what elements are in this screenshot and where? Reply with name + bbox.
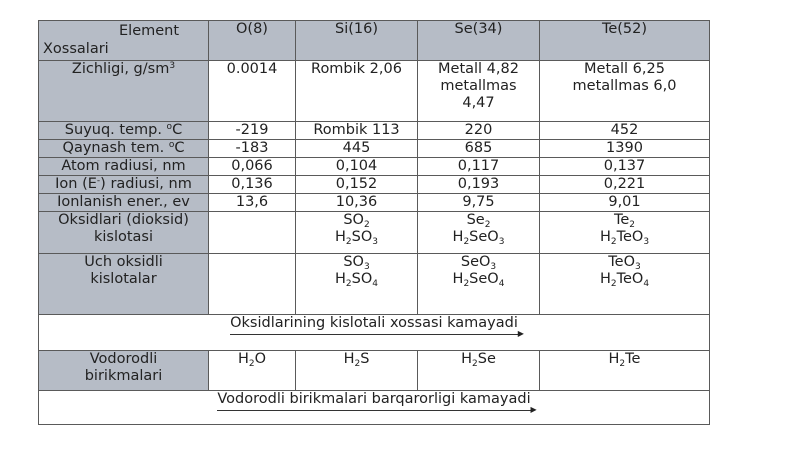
ionization-o: 13,6 — [209, 194, 296, 212]
ion-radius-si: 0,152 — [296, 176, 418, 194]
formula-teo3: TeO$_3$ — [608, 254, 641, 272]
trioxide-o — [209, 254, 296, 315]
hydrides-label — [39, 351, 209, 391]
melting-row — [39, 122, 710, 140]
formula-h2seo3: $H_2SeO_3$ — [452, 229, 505, 247]
ionization-se: 9,75 — [418, 194, 540, 212]
dioxide-row — [39, 212, 710, 254]
formula-h2teo4: $H_2TeO_4$ — [599, 271, 650, 289]
density-label — [39, 61, 209, 122]
ionization-row — [39, 194, 710, 212]
density-se-line-1: Metall 4,82 — [438, 61, 519, 77]
corner-properties-label: Xossalari — [43, 41, 109, 57]
header-row — [39, 21, 710, 61]
trioxide-se — [418, 254, 540, 315]
density-te-line-1: Metall 6,25 — [584, 61, 665, 77]
ionization-label: Ionlanish ener., ev — [39, 194, 209, 212]
formula-h2so3: $H_2SO_3$ — [335, 229, 378, 247]
stability-trend-cell — [39, 391, 710, 425]
trioxide-si — [296, 254, 418, 315]
boiling-label-sup: o — [168, 140, 175, 150]
dioxide-label-line-2: kislotasi — [93, 229, 154, 245]
density-se — [418, 61, 540, 122]
formula-so3: $SO_3$ — [343, 254, 370, 272]
hydrides-row — [39, 351, 710, 391]
trioxide-te — [540, 254, 710, 315]
formula-h2teo3: $H_2TeO_3$ — [599, 229, 650, 247]
melting-o: -219 — [209, 122, 296, 140]
ion-radius-label-text: Ion (E — [55, 176, 97, 192]
melting-label-sup: o — [166, 122, 173, 132]
density-o: 0.0014 — [209, 61, 296, 122]
density-te — [540, 61, 710, 122]
header-te: Te(52) — [540, 21, 710, 61]
corner-element-label: Element — [119, 23, 180, 39]
ion-radius-o: 0,136 — [209, 176, 296, 194]
melting-label-text: Suyuq. temp. — [64, 122, 167, 138]
boiling-label-end: C — [174, 140, 185, 156]
formula-seo3: SeO$_3$ — [460, 254, 497, 272]
formula-h2seo4: $H_2SeO_4$ — [452, 271, 505, 289]
density-si: Rombik 2,06 — [296, 61, 418, 122]
density-label-text: Zichligi, g/sm — [71, 61, 170, 77]
atom-radius-te: 0,137 — [540, 158, 710, 176]
formula-so2: $SO_2$ — [343, 212, 370, 230]
trioxide-label — [39, 254, 209, 315]
arrow-line — [217, 410, 530, 411]
ionization-si: 10,36 — [296, 194, 418, 212]
formula-se2: $Se_2$ — [466, 212, 491, 230]
atom-radius-label: Atom radiusi, nm — [39, 158, 209, 176]
stability-trend-arrow — [217, 391, 537, 414]
arrow-right-icon: ▶ — [517, 329, 524, 338]
stability-trend-row — [39, 391, 710, 425]
acid-trend-arrow — [230, 315, 524, 338]
density-se-line-3: 4,47 — [462, 95, 495, 111]
melting-label-end: C — [172, 122, 183, 138]
header-o: O(8) — [209, 21, 296, 61]
hydrides-label-line-1: Vodorodli — [89, 351, 158, 367]
boiling-row — [39, 140, 710, 158]
melting-te: 452 — [540, 122, 710, 140]
hydride-s: $H_2S$ — [296, 351, 418, 391]
dioxide-si — [296, 212, 418, 254]
acid-trend-row — [39, 315, 710, 351]
dioxide-label — [39, 212, 209, 254]
melting-si: Rombik 113 — [296, 122, 418, 140]
dioxide-o — [209, 212, 296, 254]
header-se: Se(34) — [418, 21, 540, 61]
arrow-right-icon: ▶ — [530, 405, 537, 414]
melting-se: 220 — [418, 122, 540, 140]
boiling-si: 445 — [296, 140, 418, 158]
dioxide-se — [418, 212, 540, 254]
atom-radius-o: 0,066 — [209, 158, 296, 176]
melting-label — [39, 122, 209, 140]
stability-trend-text: Vodorodli birikmalari barqarorligi kamayadi — [217, 391, 531, 407]
density-se-line-2: metallmas — [440, 78, 517, 94]
boiling-label-text: Qaynash tem. — [62, 140, 169, 156]
dioxide-te — [540, 212, 710, 254]
trioxide-label-line-2: kislotalar — [90, 271, 157, 287]
corner-cell — [39, 21, 209, 61]
density-te-line-2: metallmas 6,0 — [572, 78, 677, 94]
atom-radius-row — [39, 158, 710, 176]
hydride-o: $H_2O$ — [209, 351, 296, 391]
atom-radius-si: 0,104 — [296, 158, 418, 176]
trioxide-label-line-1: Uch oksidli — [84, 254, 163, 270]
boiling-o: -183 — [209, 140, 296, 158]
ionization-te: 9,01 — [540, 194, 710, 212]
acid-trend-text: Oksidlarining kislotali xossasi kamayadi — [230, 315, 518, 331]
density-row — [39, 61, 710, 122]
hydride-te: $H_2Te$ — [540, 351, 710, 391]
boiling-te: 1390 — [540, 140, 710, 158]
arrow-line — [230, 334, 518, 335]
ion-radius-label-end: ) radiusi, nm — [100, 176, 192, 192]
formula-te2: $Te_2$ — [613, 212, 636, 230]
acid-trend-cell — [39, 315, 710, 351]
formula-h2so4: $H_2SO_4$ — [335, 271, 378, 289]
hydrides-label-line-2: birikmalari — [84, 368, 163, 384]
boiling-label — [39, 140, 209, 158]
density-label-sup: 3 — [169, 61, 176, 71]
ion-radius-label-sup: - — [96, 176, 101, 186]
properties-table — [38, 20, 710, 425]
ion-radius-row — [39, 176, 710, 194]
ion-radius-se: 0,193 — [418, 176, 540, 194]
ion-radius-label — [39, 176, 209, 194]
header-si: Si(16) — [296, 21, 418, 61]
ion-radius-te: 0,221 — [540, 176, 710, 194]
dioxide-label-line-1: Oksidlari (dioksid) — [58, 212, 189, 228]
trioxide-row — [39, 254, 710, 315]
hydride-se: $H_2Se$ — [418, 351, 540, 391]
boiling-se: 685 — [418, 140, 540, 158]
atom-radius-se: 0,117 — [418, 158, 540, 176]
